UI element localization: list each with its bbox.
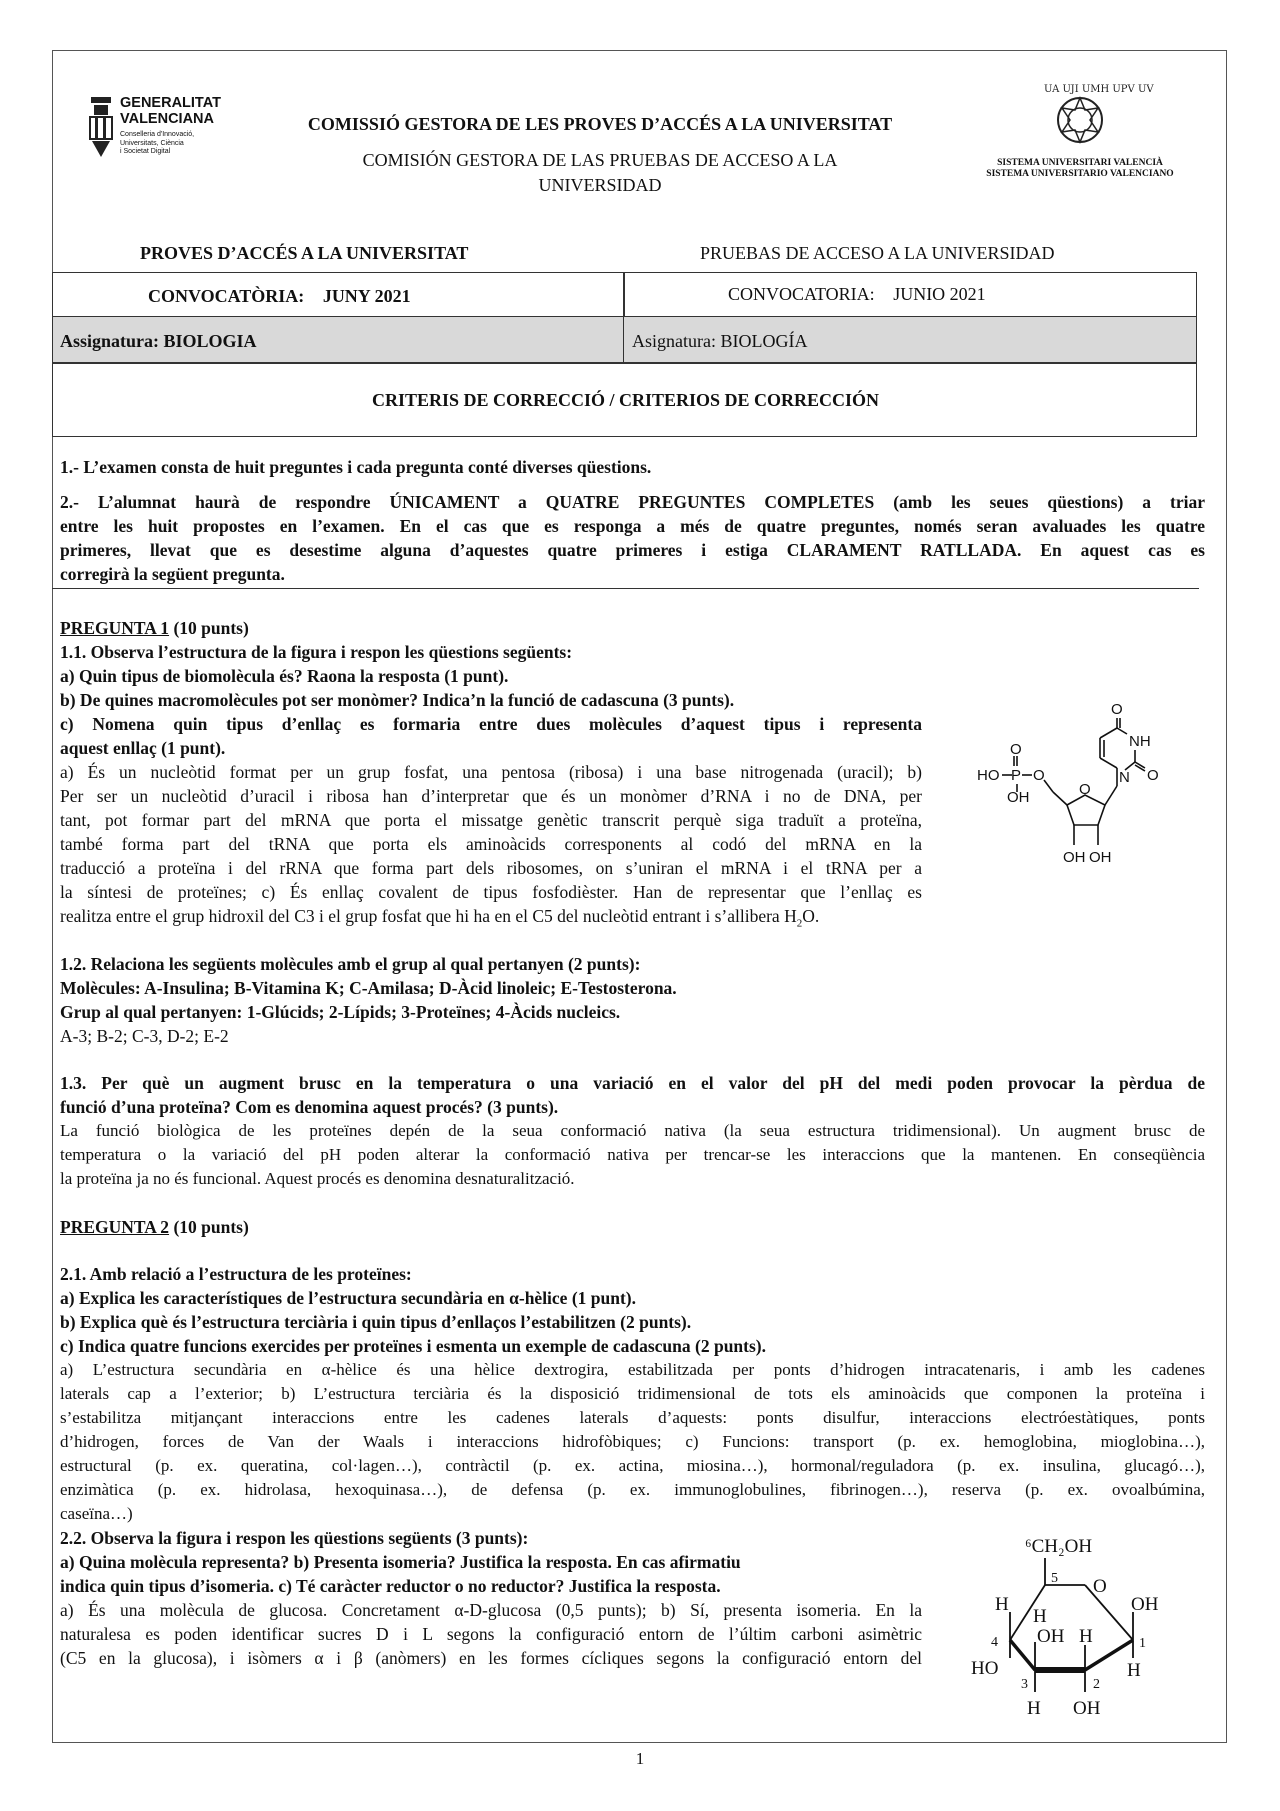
instruction-2-line: corregirà la següent pregunta. [60,564,285,584]
generalitat-logo [88,95,228,175]
q1-title: PREGUNTA 1 [60,618,170,638]
q1-1-title: 1.1. Observa l’estructura de la figura i respon les qüestions següents: [60,642,573,662]
label-o-link: O [1033,767,1045,784]
label-ho: HO [971,1658,999,1679]
conv-es-label: CONVOCATORIA: [728,284,875,304]
label-c4: 4 [991,1635,998,1650]
conv-val-cell [52,272,625,318]
q1-3-answer-line: temperatura o la variació del pH poden alterar la conformació nativa per trencar-se les interaccions que la mantenen. En conseqüència [60,1145,1205,1164]
label-h-a: H [995,1594,1009,1615]
header-title-es-2: UNIVERSIDAD [538,175,662,195]
label-c2: 2 [1093,1677,1100,1692]
q1-1-answer-line: a) És un nucleòtid format per un grup fosfat, una pentosa (ribosa) i una base nitrogenada (uracil); b) [60,762,922,782]
q1-3-title [60,1071,1205,1119]
q2-1-answer-line: estructural (p. ex. queratina, col·lagen…), contràctil (p. ex. actina, miosina…), hormonal/reguladora (p. ex. insulina, glucagó…), [60,1456,1205,1475]
q2-2-answer-line: a) És una molècula de glucosa. Concretament α-D-glucosa (0,5 punts); b) Sí, presenta isomeria. En la [60,1600,922,1620]
label-ch2oh: ⁶CH₂OH [1025,1536,1093,1557]
q2-1-answer-line: enzimàtica (p. ex. hidrolasa, hexoquinasa…), de defensa (p. ex. immunoglobulines, fibrinogen…), reserva (p. ex. ovoalbúmina, [60,1480,1205,1499]
header-title-es-1: COMISIÓN GESTORA DE LAS PRUEBAS DE ACCESO A LA [362,150,838,170]
gv-sub2: Universitats, Ciència [120,139,184,147]
q1-1-answer-sub: 2 [796,917,803,930]
label-o-p: O [1010,741,1022,758]
q1-1-c1: c) Nomena quin tipus d’enllaç es formaria entre dues molècules d’aquest tipus i representa [60,714,922,734]
q1-2-molecules: Molècules: A-Insulina; B-Vitamina K; C-Amilasa; D-Àcid linoleic; E-Testosterona. [60,978,677,998]
instruction-1: 1.- L’examen consta de huit preguntes i cada pregunta conté diverses qüestions. [60,457,652,477]
q1-1-answer-line: també forma part del tRNA que porta els aminoàcids corresponents al codó del mRNA en la [60,834,922,854]
label-oh-r: OH [1131,1594,1159,1615]
section-divider [52,588,1199,589]
q2-title: PREGUNTA 2 [60,1217,170,1237]
suv-emblem-icon [1030,70,1154,162]
q1-1-a: a) Quin tipus de biomolècula és? Raona la resposta (1 punt). [60,666,509,686]
page-number: 1 [635,1749,645,1768]
q1-2-title: 1.2. Relaciona les següents molècules amb el grup al qual pertanyen (2 punts): [60,954,641,974]
q1-points: (10 punts) [169,618,249,638]
label-c5: 5 [1051,1571,1058,1586]
q2-1-c: c) Indica quatre funcions exercides per proteïnes i esmenta un exemple de cadascuna (2 punts). [60,1336,766,1356]
q2-points: (10 punts) [169,1217,249,1237]
q1-3-answer-line: la proteïna ja no és funcional. Aquest procés es denomina desnaturalització. [60,1169,575,1188]
uridine-monophosphate-figure [975,700,1185,880]
q1-3-answer [60,1119,1205,1191]
label-h-b: H [1033,1606,1047,1627]
q2-1-answer-line: laterals cap a l’exterior; b) L’estructura terciària és la disposició tridimensional de tots els aminoàcids que componen la proteïna i [60,1384,1205,1403]
instruction-2-line: 2.- L’alumnat haurà de respondre ÚNICAMENT a QUATRE PREGUNTES COMPLETES (amb les seues qüestions) a triar [60,492,1205,512]
suv-line2: SISTEMA UNIVERSITARIO VALENCIANO [986,169,1174,179]
subject-val-cell [52,316,625,364]
generalitat-emblem-icon [88,97,114,159]
q1-2-groups: Grup al qual pertanyen: 1-Glúcids; 2-Lípids; 3-Proteïnes; 4-Àcids nucleics. [60,1002,621,1022]
q1-1-answer-line: la síntesi de proteïnes; c) És enllaç covalent de tipus fosfodièster. Han de representar que l’enllaç es [60,882,922,902]
q2-1-answer-line: d’hidrogen, forces de Van der Waals i interaccions hidrofòbiques; c) Funcions: transport (p. ex. hemoglobina, mioglobina…), [60,1432,1205,1451]
q1-1-answer-last [60,904,819,936]
q2-2-answer [60,1598,922,1670]
label-o-top: O [1111,701,1123,718]
label-oh2: OH [1089,849,1112,866]
conv-es-value: JUNIO 2021 [893,284,986,304]
q2-1-answer [60,1358,1205,1526]
label-o-ring: O [1093,1576,1107,1597]
label-oh-m: OH [1037,1626,1065,1647]
criteria-cell [52,362,1197,437]
q2-1-a: a) Explica les característiques de l’estructura secundària en α-hèlice (1 punt). [60,1288,637,1308]
q2-1-title: 2.1. Amb relació a l’estructura de les proteïnes: [60,1264,412,1284]
q2-2-title: 2.2. Observa la figura i respon les qüestions següents (3 punts): [60,1528,529,1548]
gv-line2: VALENCIANA [120,111,214,127]
q1-3-title-line: 1.3. Per què un augment brusc en la temperatura o una variació en el valor del pH del medi poden provocar la pèrdua de [60,1073,1205,1093]
q1-3-title-line: funció d’una proteïna? Com es denomina aquest procés? (3 punts). [60,1097,559,1117]
gv-sub3: i Societat Digital [120,148,171,155]
q1-1-answer-last-text: realitza entre el grup hidroxil del C3 i el grup fosfat que hi ha en el C5 del nucleòtid entrant i s’allibera H [60,906,797,926]
label-p: P [1011,767,1022,784]
conv-es-cell [623,272,1197,318]
conv-val-value: JUNY 2021 [322,286,411,306]
label-o-ring: O [1079,781,1091,798]
q2-1-b: b) Explica què és l’estructura terciària i quin tipus d’enllaços l’estabilitzen (2 punts). [60,1312,692,1332]
label-c3: 3 [1021,1677,1028,1692]
label-h-bot: H [1027,1698,1041,1719]
alpha-d-glucose-figure [955,1530,1185,1730]
q1-1-answer-line: Per ser un nucleòtid d’uracil i ribosa han d’interpretar que és un monòmer d’RNA i no de DNA, per [60,786,922,806]
conv-val-label: CONVOCATÒRIA: [148,286,305,306]
q1-2-answer: A-3; B-2; C-3, D-2; E-2 [60,1026,229,1046]
q2-1-answer-line: a) L’estructura secundària en α-hèlice és una hèlice dextrogira, estabilitzada per ponts d’hidrogen intracatenaris, i amb les cadenes [60,1360,1205,1379]
label-o-right: O [1147,767,1159,784]
instruction-2-line: primeres, llevat que es desestime alguna d’aquestes quatre primeres i estiga CLARAMENT RATLLADA. En aquest cas es [60,540,1205,560]
q2-1-answer-line: s’estabilitza mitjançant interaccions entre les cadenes laterals d’aquests: ponts disulfur, interaccions electróestàtiques, ponts [60,1408,1205,1427]
q2-2-answer-line: naturalesa es poden identificar sucres D i L segons la configuració entorn de l’últim carboni asimètric [60,1624,922,1644]
suv-ring-text: UA UJI UMH UPV UV [1044,84,1154,95]
q2-2-answer-line: (C5 en la glucosa), i isòmers α i β (anòmers) en les formes cícliques segons la configuració entorn del [60,1648,922,1668]
instruction-2 [60,490,1205,586]
q1-1-answer [60,760,922,904]
suv-line1: SISTEMA UNIVERSITARI VALENCIÀ [997,158,1163,168]
label-c1: 1 [1139,1636,1146,1651]
label-n: N [1119,769,1130,786]
proves-val: PROVES D’ACCÉS A LA UNIVERSITAT [140,243,469,263]
label-nh: NH [1129,733,1151,750]
q1-1-c2: aquest enllaç (1 punt). [60,738,226,758]
q1-1-answer-line: tant, pot formar part del mRNA que porta el missatge genètic transcrit perquè siga traduït a proteïna, [60,810,922,830]
instruction-2-line: entre les huit propostes en l’examen. En el cas que es responga a més de quatre preguntes, només seran avaluades les quatre [60,516,1205,536]
subject-es-cell [623,316,1197,364]
q2-2-line2: indica quin tipus d’isomeria. c) Té caràcter reductor o no reductor? Justifica la resposta. [60,1576,721,1596]
label-h-m: H [1079,1626,1093,1647]
q1-1-b: b) De quines macromolècules pot ser monòmer? Indica’n la funció de cadascuna (3 punts). [60,690,735,710]
q1-1-answer-line: traducció a proteïna i del rRNA que forma part dels ribosomes, on s’uniran el mRNA i el tRNA per a [60,858,922,878]
label-ho-p: HO [977,767,1000,784]
subject-val: Assignatura: BIOLOGIA [60,331,257,351]
criteria-title: CRITERIS DE CORRECCIÓ / CRITERIOS DE CORRECCIÓN [371,390,880,410]
pruebas-es: PRUEBAS DE ACCESO A LA UNIVERSIDAD [700,243,1055,263]
q1-3-answer-line: La funció biològica de les proteïnes depén de la seua conformació nativa (la seua estructura tridimensional). Un augment brusc de [60,1121,1205,1140]
q2-2-line1: a) Quina molècula representa? b) Presenta isomeria? Justifica la resposta. En cas afirmatiu [60,1552,741,1572]
label-oh-p: OH [1007,789,1030,806]
label-oh-bot: OH [1073,1698,1101,1719]
label-h-r: H [1127,1660,1141,1681]
label-oh1: OH [1063,849,1086,866]
header-title-val: COMISSIÓ GESTORA DE LES PROVES D’ACCÉS A LA UNIVERSITAT [307,114,893,134]
q1-1-answer-end: O. [802,906,820,926]
suv-logo [970,70,1190,190]
q2-1-answer-line: caseïna…) [60,1504,133,1523]
gv-line1: GENERALITAT [120,95,221,111]
subject-es: Asignatura: BIOLOGÍA [632,331,808,351]
gv-sub1: Conselleria d'Innovació, [120,131,195,138]
